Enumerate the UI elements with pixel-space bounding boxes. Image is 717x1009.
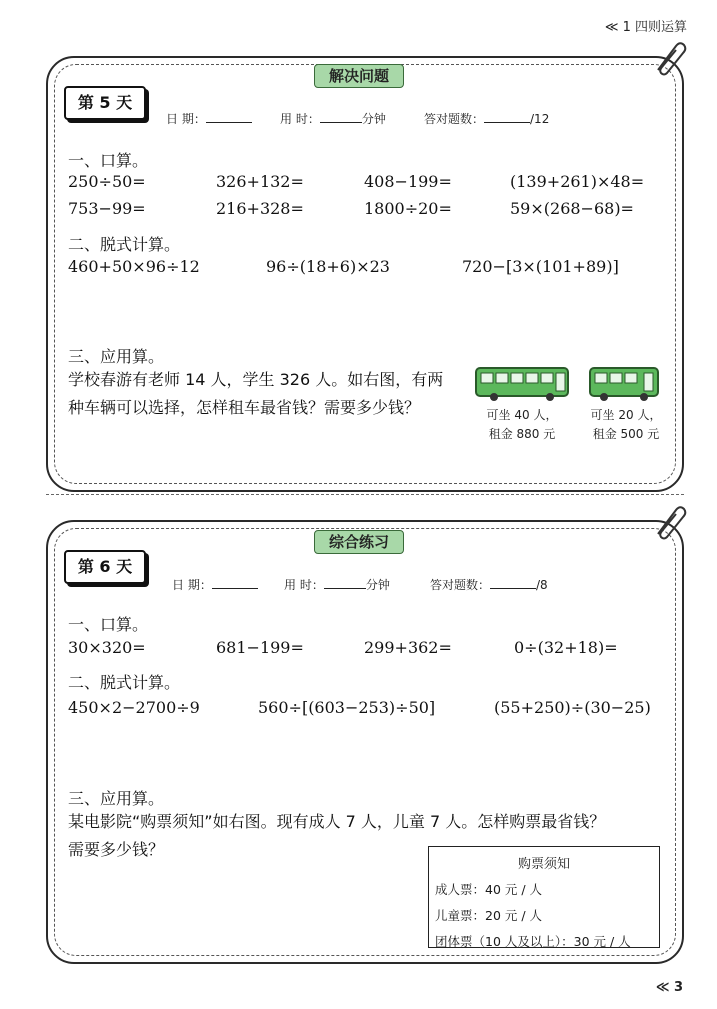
bus-capacity: 可坐 40 人，: [486, 408, 558, 422]
paperclip-icon: [648, 502, 688, 542]
day5-section1-heading: 一、口算。: [68, 151, 149, 170]
day6-badge: 第 6 天: [64, 550, 146, 584]
score-total: /8: [536, 578, 548, 592]
date-blank[interactable]: [212, 576, 258, 589]
calc-problem: 560÷[(603−253)÷50]: [258, 698, 436, 717]
oral-problem: 753−99=: [68, 199, 146, 218]
oral-problem: 30×320=: [68, 638, 146, 657]
day6-section1-heading: 一、口算。: [68, 615, 149, 634]
oral-problem: 299+362=: [364, 638, 452, 657]
day6-section3-heading: 三、应用算。: [68, 789, 165, 808]
oral-problem: 326+132=: [216, 172, 304, 191]
day5-date-field[interactable]: [166, 110, 252, 127]
problem-line: 学校春游有老师 14 人，学生 326 人。如右图，有两: [68, 370, 444, 389]
day5-section3-heading: 三、应用算。: [68, 347, 165, 366]
oral-problem: 1800÷20=: [364, 199, 452, 218]
day6-date-field[interactable]: [172, 576, 258, 593]
day6-section-title: 综合练习: [314, 530, 404, 554]
notice-group-price: 团体票（10 人及以上）：30 元 / 人: [435, 934, 631, 949]
time-blank[interactable]: [324, 576, 366, 589]
time-unit: 分钟: [365, 578, 390, 592]
calc-problem: 96÷(18+6)×23: [266, 257, 390, 276]
calc-problem: 460+50×96÷12: [68, 257, 200, 276]
large-bus-icon: [474, 366, 570, 402]
time-blank[interactable]: [320, 110, 362, 123]
day6-time-field[interactable]: [284, 576, 390, 593]
ticket-notice-box: [428, 846, 660, 948]
score-label: 答对题数：: [424, 112, 485, 126]
oral-problem: 59×(268−68)=: [510, 199, 634, 218]
calc-problem: (55+250)÷(30−25): [494, 698, 651, 717]
day5-section2-heading: 二、脱式计算。: [68, 235, 181, 254]
calc-problem: 450×2−2700÷9: [68, 698, 200, 717]
notice-child-price: 儿童票：20 元 / 人: [435, 908, 543, 923]
chapter-breadcrumb: ≪ 1 四则运算: [604, 20, 687, 35]
score-blank[interactable]: [490, 576, 536, 589]
day5-score-field[interactable]: [424, 110, 549, 127]
day5-time-field[interactable]: [280, 110, 386, 127]
oral-problem: 250÷50=: [68, 172, 146, 191]
score-blank[interactable]: [484, 110, 530, 123]
bus-capacity: 可坐 20 人，: [590, 408, 662, 422]
calc-problem: 720−[3×(101+89)]: [462, 257, 619, 276]
date-label: 日 期：: [166, 112, 206, 126]
large-bus-caption: [470, 406, 574, 444]
time-label: 用 时：: [280, 112, 320, 126]
bus-rent: 租金 880 元: [488, 427, 556, 441]
oral-problem: 681−199=: [216, 638, 304, 657]
day5-section-title: 解决问题: [314, 64, 404, 88]
problem-line: 需要多少钱？: [68, 840, 165, 859]
problem-line: 种车辆可以选择，怎样租车最省钱？需要多少钱？: [68, 398, 421, 417]
notice-adult-price: 成人票：40 元 / 人: [435, 882, 543, 897]
score-total: /12: [530, 112, 550, 126]
day6-section2-heading: 二、脱式计算。: [68, 673, 181, 692]
score-label: 答对题数：: [430, 578, 491, 592]
day5-word-problem: [68, 366, 468, 422]
day5-badge: 第 5 天: [64, 86, 146, 120]
notice-title: 购票须知: [517, 857, 570, 872]
oral-problem: 216+328=: [216, 199, 304, 218]
time-unit: 分钟: [361, 112, 386, 126]
day6-score-field[interactable]: [430, 576, 548, 593]
date-blank[interactable]: [206, 110, 252, 123]
bus-rent: 租金 500 元: [592, 427, 660, 441]
oral-problem: 0÷(32+18)=: [514, 638, 618, 657]
oral-problem: (139+261)×48=: [510, 172, 645, 191]
time-label: 用 时：: [284, 578, 324, 592]
small-bus-caption: [574, 406, 678, 444]
problem-line: 某电影院“购票须知”如右图。现有成人 7 人，儿童 7 人。怎样购票最省钱？: [68, 812, 606, 831]
date-label: 日 期：: [172, 578, 212, 592]
day5-card-bottom-dash: [46, 488, 684, 495]
oral-problem: 408−199=: [364, 172, 452, 191]
page-number: ≪ 3: [655, 980, 683, 995]
small-bus-icon: [588, 366, 660, 402]
paperclip-icon: [648, 38, 688, 78]
